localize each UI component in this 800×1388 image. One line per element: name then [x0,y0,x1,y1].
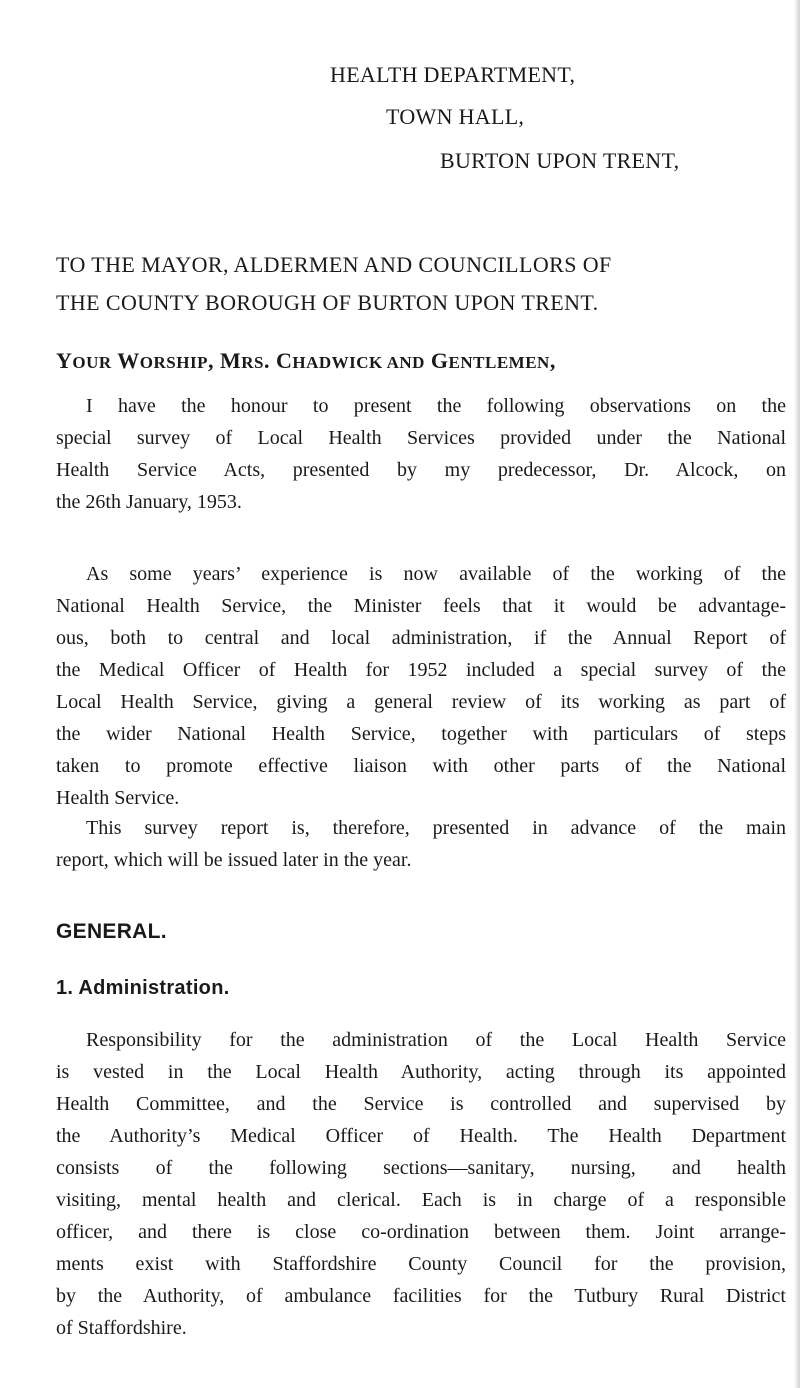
paragraph-line: Health Committee, and the Service is controlled and supervised by [56,1093,786,1115]
paragraph-line: by the Authority, of ambulance facilities for the Tutbury Rural District [56,1285,786,1307]
address-line-2: TOWN HALL, [386,104,525,129]
paragraph-line: This survey report is, therefore, presented in advance of the main [86,817,786,839]
greeting-part: HADWICK AND [292,353,425,372]
greeting-part: , [549,348,556,373]
paragraph-line: ous, both to central and local administration, if the Annual Report of [56,627,786,649]
paragraph-line: the wider National Health Service, together with particulars of steps [56,723,786,745]
paragraph-line: consists of the following sections—sanitary, nursing, and health [56,1157,786,1179]
section-heading-administration: 1. Administration. [56,977,230,999]
greeting-part: ORSHIP [139,353,208,372]
paragraph-line: I have the honour to present the following observations on the [86,395,786,417]
greeting-part: Y [56,348,73,373]
greeting-part: W [111,348,140,373]
paragraph-line: As some years’ experience is now available of the working of the [86,563,786,585]
paragraph-line: Health Service. [56,787,180,809]
paragraph-line: report, which will be issued later in the year. [56,849,412,871]
paragraph-3 [56,812,786,876]
greeting-part: OUR [72,353,112,372]
paragraph-2 [56,558,786,814]
section-heading-general: GENERAL. [56,920,167,943]
paragraph-line: ments exist with Staffordshire County Council for the provision, [56,1253,786,1275]
paragraph-line: Local Health Service, giving a general review of its working as part of [56,691,786,713]
salutation-line-2: THE COUNTY BOROUGH OF BURTON UPON TRENT. [56,290,599,315]
address-line-3: BURTON UPON TRENT, [440,148,680,173]
salutation-line-1: TO THE MAYOR, ALDERMEN AND COUNCILLORS OF [56,252,612,277]
greeting-part: G [424,348,449,373]
paragraph-line: National Health Service, the Minister feels that it would be advantage- [56,595,786,617]
paragraph-line: special survey of Local Health Services provided under the National [56,427,786,449]
greeting-part: RS [241,353,264,372]
greeting [56,348,556,374]
paragraph-line: officer, and there is close co-ordination between them. Joint arrange- [56,1221,786,1243]
page-edge-shadow [794,0,800,1388]
paragraph-line: Health Service Acts, presented by my predecessor, Dr. Alcock, on [56,459,786,481]
paragraph-1 [56,390,786,518]
paragraph-line: the Medical Officer of Health for 1952 included a special survey of the [56,659,786,681]
paragraph-line: visiting, mental health and clerical. Each is in charge of a responsible [56,1189,786,1211]
paragraph-line: the Authority’s Medical Officer of Health. The Health Department [56,1125,786,1147]
paragraph-4 [56,1024,786,1344]
greeting-part: ENTLEMEN [448,353,550,372]
paragraph-line: of Staffordshire. [56,1317,187,1339]
paragraph-line: Responsibility for the administration of the Local Health Service [86,1029,786,1051]
greeting-part: . C [263,348,293,373]
address-line-1: HEALTH DEPARTMENT, [330,62,576,87]
greeting-part: , M [207,348,242,373]
paragraph-line: the 26th January, 1953. [56,491,242,513]
paragraph-line: is vested in the Local Health Authority, acting through its appointed [56,1061,786,1083]
paragraph-line: taken to promote effective liaison with other parts of the National [56,755,786,777]
